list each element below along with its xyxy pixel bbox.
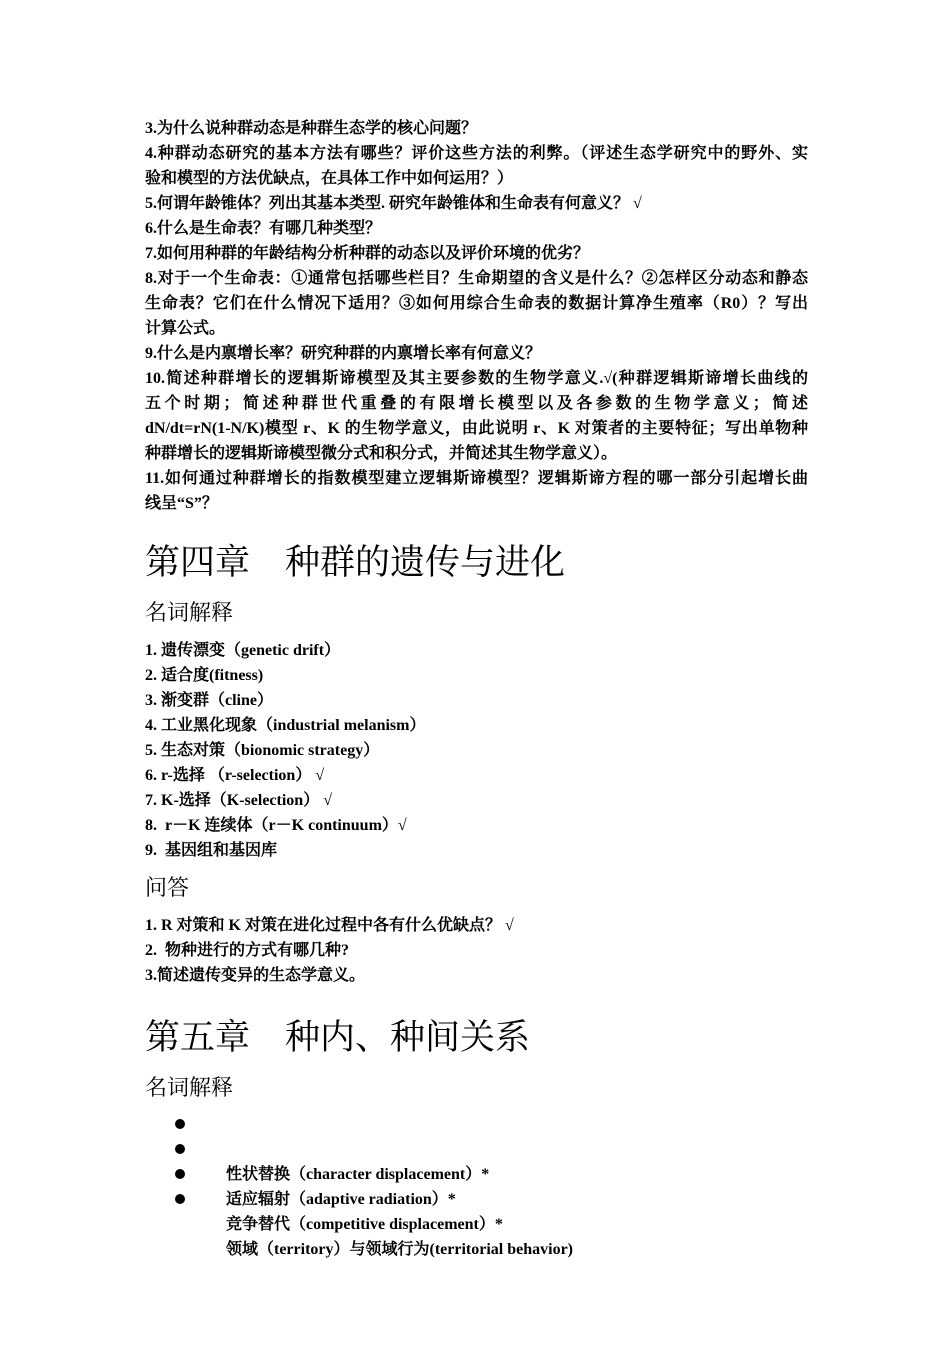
bullet-icon — [175, 1144, 185, 1154]
term-item: 1. 遗传漂变（genetic drift） — [145, 642, 341, 659]
chapter-5-terms-heading: 名词解释 — [145, 1075, 234, 1100]
question-line: 9.什么是内禀增长率？研究种群的内禀增长率有何意义？ — [145, 345, 542, 362]
term-text: 竞争替代（competitive displacement）* — [226, 1216, 503, 1233]
question-line: 验和模型的方法优缺点，在具体工作中如何运用？） — [145, 170, 514, 187]
question-item — [145, 466, 808, 516]
term-item: 8. r－K 连续体（r－K continuum）√ — [145, 817, 407, 834]
bullet-icon — [175, 1194, 185, 1204]
question-item — [145, 266, 808, 341]
question-item — [145, 216, 808, 241]
question-line: dN/dt=rN(1-N/K)模型 r、K 的生物学意义，由此说明 r、K 对策者的主要特征；写出单物种 — [145, 420, 808, 437]
question-line: 计算公式。 — [145, 320, 226, 337]
term-item: 4. 工业黑化现象（industrial melanism） — [145, 717, 426, 734]
question-list — [145, 116, 808, 516]
question-line: 种群增长的逻辑斯谛模型微分式和积分式，并简述其生物学意义）。 — [145, 445, 618, 462]
term-text: 领域（territory）与领域行为(territorial behavior) — [226, 1241, 574, 1258]
question-item — [145, 191, 808, 216]
chapter-4-terms-list — [145, 638, 425, 863]
question-item — [145, 116, 808, 141]
term-item: 6. r-选择 （r-selection） √ — [145, 767, 325, 784]
chapter-4-title: 第四章 种群的遗传与进化 — [145, 543, 566, 582]
term-item: 5. 生态对策（bionomic strategy） — [145, 742, 380, 759]
term-item: 2. 适合度(fitness) — [145, 667, 264, 684]
question-item — [145, 366, 808, 466]
chapter-5-title: 第五章 种内、种间关系 — [145, 1018, 531, 1057]
question-line: 11.如何通过种群增长的指数模型建立逻辑斯谛模型？逻辑斯谛方程的哪一部分引起增长曲 — [145, 470, 808, 487]
bullet-term-item — [145, 1112, 573, 1183]
question-line: 6.什么是生命表？有哪几种类型？ — [145, 220, 382, 237]
qa-item: 3.简述遗传变异的生态学意义。 — [145, 967, 366, 984]
question-line: 5.何谓年龄锥体？列出其基本类型. 研究年龄锥体和生命表有何意义？ √ — [145, 195, 642, 212]
term-item: 9. 基因组和基因库 — [145, 842, 278, 859]
question-item — [145, 141, 808, 191]
term-text: 适应辐射（adaptive radiation）* — [226, 1191, 456, 1208]
bullet-icon — [175, 1169, 185, 1179]
term-item: 3. 渐变群（cline） — [145, 692, 273, 709]
question-line: 生命表？它们在什么情况下适用？③如何用综合生命表的数据计算净生殖率（R0）？写出 — [145, 295, 808, 312]
question-line: 4.种群动态研究的基本方法有哪些？评价这些方法的利弊。（评述生态学研究中的野外、实 — [145, 145, 808, 162]
qa-item: 1. R 对策和 K 对策在进化过程中各有什么优缺点？ √ — [145, 917, 514, 934]
qa-item: 2. 物种进行的方式有哪几种? — [145, 942, 350, 959]
chapter-4-qa-heading: 问答 — [145, 875, 190, 900]
question-item — [145, 241, 808, 266]
term-item: 7. K-选择（K-selection） √ — [145, 792, 332, 809]
question-line: 线呈“S”？ — [145, 495, 218, 512]
chapter-5-terms-list — [145, 1112, 574, 1258]
question-item — [145, 341, 808, 366]
question-line: 五个时期；简述种群世代重叠的有限增长模型以及各参数的生物学意义；简述 — [145, 395, 808, 412]
question-line: 3.为什么说种群动态是种群生态学的核心问题？ — [145, 120, 478, 137]
question-line: 8.对于一个生命表：①通常包括哪些栏目？生命期望的含义是什么？②怎样区分动态和静态 — [145, 270, 808, 287]
bullet-icon — [175, 1119, 185, 1129]
chapter-4-terms-heading: 名词解释 — [145, 600, 234, 625]
chapter-4-qa-list — [145, 913, 514, 988]
term-text: 性状替换（character displacement）* — [226, 1166, 490, 1183]
question-line: 10.简述种群增长的逻辑斯谛模型及其主要参数的生物学意义.√(种群逻辑斯谛增长曲线的 — [145, 370, 808, 387]
question-line: 7.如何用种群的年龄结构分析种群的动态以及评价环境的优劣？ — [145, 245, 590, 262]
